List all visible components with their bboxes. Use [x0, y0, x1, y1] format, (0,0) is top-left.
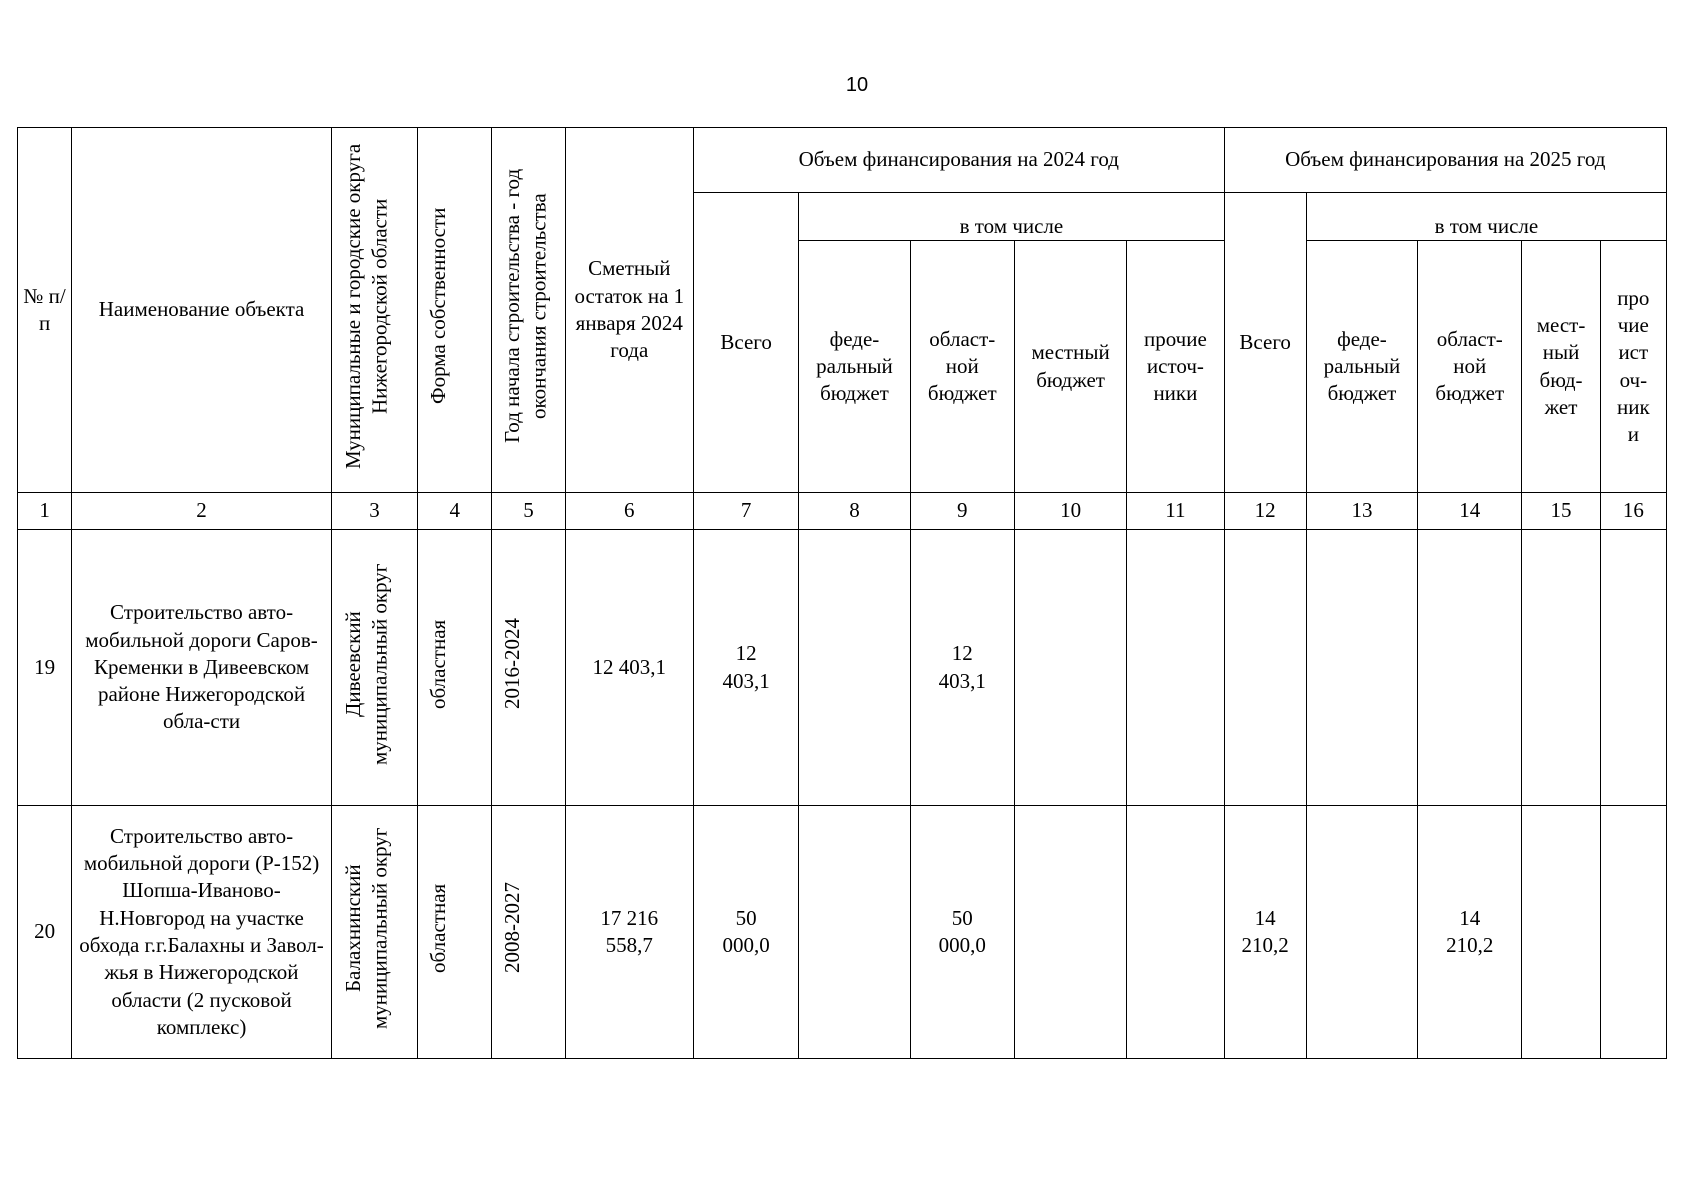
row-local-2024	[1014, 530, 1126, 806]
table-row	[18, 806, 1667, 1059]
row-federal-2025	[1306, 530, 1417, 806]
row-regional-2025	[1418, 530, 1522, 806]
header-fin-2024: Объем финансирования на 2024 год	[693, 128, 1224, 193]
row-federal-2024	[799, 806, 910, 1059]
row-total-2024: 50 000,0	[693, 806, 798, 1059]
column-number: 1	[18, 493, 72, 530]
header-municipality-text: Муниципальные и городские округа Нижегородской области	[340, 143, 391, 469]
row-municipality-text: Балахнинский муниципальный округ	[340, 827, 391, 1030]
row-local-2024	[1014, 806, 1126, 1059]
row-regional-2024: 50 000,0	[910, 806, 1014, 1059]
row-ownership	[418, 806, 492, 1059]
header-including-2025: в том числе	[1306, 193, 1666, 241]
row-local-2025	[1522, 530, 1600, 806]
header-years	[492, 128, 565, 493]
row-total-2025: 14 210,2	[1224, 806, 1306, 1059]
column-number: 10	[1014, 493, 1126, 530]
row-name: Строительство авто-мобильной дороги (Р-152) Шопша-Иваново-Н.Новгород на участке обхода г.г.Балахны и Завол-жья в Нижегородской области (2 пусковой комплекс)	[72, 806, 332, 1059]
row-years	[492, 530, 565, 806]
row-other-2024	[1127, 806, 1224, 1059]
header-total-2024: Всего	[693, 193, 798, 493]
header-ownership	[418, 128, 492, 493]
column-number: 15	[1522, 493, 1600, 530]
header-ownership-text: Форма собственности	[425, 208, 450, 405]
row-municipality	[331, 530, 417, 806]
row-other-2025	[1600, 806, 1666, 1059]
row-name: Строительство авто-мобильной дороги Саров-Кременки в Дивеевском районе Нижегородской обла-сти	[72, 530, 332, 806]
row-federal-2024	[799, 530, 910, 806]
column-number: 9	[910, 493, 1014, 530]
header-regional-2024: област-ной бюджет	[910, 241, 1014, 493]
header-fin-2025: Объем финансирования на 2025 год	[1224, 128, 1666, 193]
column-number: 5	[492, 493, 565, 530]
row-ownership-text: областная	[425, 619, 450, 709]
column-number: 4	[418, 493, 492, 530]
header-local-2025: мест-ный бюд-жет	[1522, 241, 1600, 493]
row-estimate: 17 216 558,7	[565, 806, 693, 1059]
row-total-2024: 12 403,1	[693, 530, 798, 806]
row-municipality	[331, 806, 417, 1059]
column-number: 16	[1600, 493, 1666, 530]
row-total-2025	[1224, 530, 1306, 806]
row-federal-2025	[1306, 806, 1417, 1059]
header-other-2025: про чие ист оч-ник и	[1600, 241, 1666, 493]
financing-table	[17, 127, 1667, 1059]
column-number: 11	[1127, 493, 1224, 530]
row-municipality-text: Дивеевский муниципальный округ	[340, 563, 391, 765]
header-regional-2025: област-ной бюджет	[1418, 241, 1522, 493]
table-row	[18, 530, 1667, 806]
header-years-text: Год начала строительства - год окончания строительства	[499, 169, 550, 444]
page-number: 10	[845, 74, 869, 96]
row-ownership-text: областная	[425, 883, 450, 973]
header-num: № п/п	[18, 128, 72, 493]
row-years	[492, 806, 565, 1059]
column-number: 2	[72, 493, 332, 530]
header-estimate: Сметный остаток на 1 января 2024 года	[565, 128, 693, 493]
column-number: 6	[565, 493, 693, 530]
row-estimate: 12 403,1	[565, 530, 693, 806]
header-federal-2024: феде-ральный бюджет	[799, 241, 910, 493]
header-total-2025: Всего	[1224, 193, 1306, 493]
column-number: 14	[1418, 493, 1522, 530]
column-number: 7	[693, 493, 798, 530]
row-regional-2024: 12 403,1	[910, 530, 1014, 806]
row-num: 19	[18, 530, 72, 806]
header-federal-2025: феде-ральный бюджет	[1306, 241, 1417, 493]
row-local-2025	[1522, 806, 1600, 1059]
row-other-2025	[1600, 530, 1666, 806]
header-local-2024: местный бюджет	[1014, 241, 1126, 493]
row-other-2024	[1127, 530, 1224, 806]
column-number: 3	[331, 493, 417, 530]
row-regional-2025: 14 210,2	[1418, 806, 1522, 1059]
header-name: Наименование объекта	[72, 128, 332, 493]
column-numbers-row	[18, 493, 1667, 530]
column-number: 8	[799, 493, 910, 530]
column-number: 12	[1224, 493, 1306, 530]
row-num: 20	[18, 806, 72, 1059]
row-ownership	[418, 530, 492, 806]
header-including-2024: в том числе	[799, 193, 1224, 241]
column-number: 13	[1306, 493, 1417, 530]
row-years-text: 2016-2024	[499, 618, 524, 710]
row-years-text: 2008-2027	[499, 882, 524, 974]
header-other-2024: прочие источ-ники	[1127, 241, 1224, 493]
header-municipality	[331, 128, 417, 493]
